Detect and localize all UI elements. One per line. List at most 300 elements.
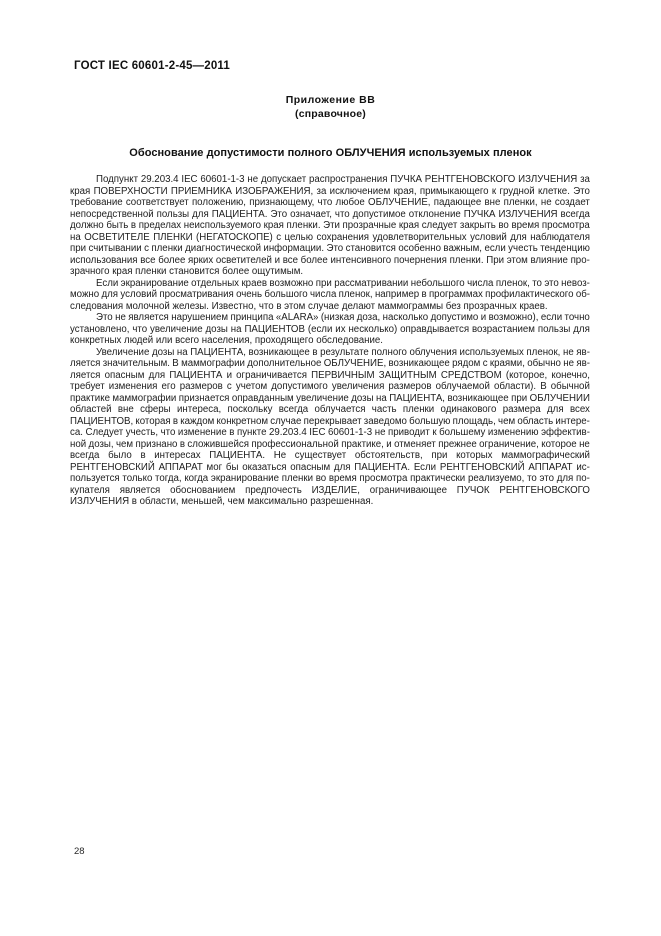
word: сложившейся xyxy=(187,438,249,450)
word: рассматривании xyxy=(334,277,409,289)
word: опасным xyxy=(104,369,145,381)
word: пленки. xyxy=(449,254,484,266)
word: то xyxy=(527,473,537,484)
word: перекрывает xyxy=(303,415,362,427)
word: ПАЦИЕНТОВ, xyxy=(70,415,134,427)
word: ограничивающее xyxy=(369,484,447,496)
word: любое xyxy=(335,197,365,208)
word: в xyxy=(312,346,318,358)
word: экранирование xyxy=(210,473,279,484)
word: (НЕГАТОСКОПЕ) xyxy=(196,231,273,243)
word: на xyxy=(230,323,242,335)
word: профилактического xyxy=(485,289,574,300)
word: Это xyxy=(96,312,113,323)
word: изменения xyxy=(108,381,158,392)
word: невоз- xyxy=(561,277,590,289)
word: если xyxy=(484,243,506,254)
word: наблюдателя xyxy=(530,231,590,243)
word: важным, xyxy=(443,243,482,254)
word: ПУЧКА xyxy=(390,174,422,185)
word: пленки. xyxy=(286,220,321,231)
word: поскольку xyxy=(227,404,273,415)
word: увеличение xyxy=(296,392,349,404)
word: в xyxy=(179,438,185,450)
word: ПЕРВИЧНЫМ xyxy=(311,369,375,381)
word: насколько xyxy=(382,312,429,323)
word: ПАЦИЕНТА. xyxy=(211,208,268,220)
word: не xyxy=(115,312,126,323)
word: за xyxy=(316,185,327,197)
word: целью xyxy=(284,231,313,243)
word: не xyxy=(562,346,574,358)
word: чем xyxy=(115,438,134,450)
word: то xyxy=(532,277,542,289)
word: 29.203.4 xyxy=(140,174,179,185)
text-line xyxy=(70,450,590,462)
word: дозы xyxy=(151,346,175,358)
word: размера xyxy=(502,404,541,415)
word: например xyxy=(374,289,420,300)
text-line xyxy=(70,462,590,474)
word: большую xyxy=(409,415,451,427)
word: часть xyxy=(371,404,397,415)
word: интенсивного xyxy=(330,254,392,266)
word: пункте xyxy=(236,427,267,438)
word: не xyxy=(579,438,590,450)
word: дополнительное xyxy=(247,358,322,369)
word: числа xyxy=(467,277,494,289)
word: опасным xyxy=(290,461,331,473)
word: распространения xyxy=(309,174,388,185)
word: пленок, xyxy=(526,346,561,358)
word: при xyxy=(315,277,332,289)
word: 60601-1-3 xyxy=(328,427,373,438)
word: не xyxy=(563,358,575,369)
word: просмотра xyxy=(359,473,408,484)
word: рядом xyxy=(452,358,481,369)
word: на xyxy=(70,231,81,243)
word: обычно xyxy=(527,358,561,369)
text-line xyxy=(70,232,590,244)
text-line xyxy=(70,243,590,255)
text-line xyxy=(70,324,590,336)
word: не xyxy=(540,197,552,208)
word: РЕНТГЕНОВСКОГО xyxy=(424,174,516,185)
word: возникающее xyxy=(248,346,310,358)
word: ПАЦИЕНТА. xyxy=(354,461,411,473)
word: вне xyxy=(484,197,501,208)
word: ПАЦИЕНТА, xyxy=(389,392,445,404)
word: падающее xyxy=(433,197,482,208)
text-line: конкретных людей или всего населения, проходящего обследование. xyxy=(70,335,383,346)
word: ИЗДЕЛИЕ, xyxy=(311,484,360,496)
word: значительным. xyxy=(102,358,170,369)
word: прежнее xyxy=(438,438,477,450)
word: если xyxy=(540,312,563,323)
word: дозы xyxy=(205,323,228,335)
word: пленки xyxy=(151,243,183,254)
word: ПУЧОК xyxy=(456,484,490,496)
word: возрастанием xyxy=(472,323,535,335)
word: использования xyxy=(70,254,138,266)
word: требование xyxy=(70,197,123,208)
word: с xyxy=(276,231,282,243)
word: эффектив- xyxy=(541,427,590,438)
word: облучения xyxy=(409,346,457,358)
word: несколько) xyxy=(348,323,398,335)
word: вне xyxy=(117,404,134,415)
word: конкретном xyxy=(216,415,269,427)
word: В xyxy=(172,358,179,369)
word: ной xyxy=(70,438,87,450)
word: экранирование xyxy=(120,277,189,289)
word: маммографии xyxy=(112,392,177,404)
word: и xyxy=(274,254,280,266)
word: практике, xyxy=(341,438,384,450)
word: не xyxy=(247,174,259,185)
word: числа xyxy=(310,289,337,300)
text-line xyxy=(70,358,590,370)
word: Подпункт xyxy=(96,174,139,185)
word: (если xyxy=(307,323,333,335)
text-line xyxy=(70,186,590,198)
word: которая xyxy=(135,415,171,427)
word: Это xyxy=(326,243,344,254)
word: тогда, xyxy=(155,473,182,484)
word: следует xyxy=(421,220,458,231)
word: (которое, xyxy=(505,369,548,381)
word: ОБЛУЧЕНИЕ, xyxy=(368,197,431,208)
word: к xyxy=(491,185,497,197)
word: это xyxy=(539,473,554,484)
word: с xyxy=(144,243,149,254)
word: при xyxy=(70,243,87,254)
word: АППАРАТ xyxy=(528,461,573,473)
word: считывании xyxy=(88,243,142,254)
word: IEC xyxy=(181,174,198,185)
word: в xyxy=(421,289,427,300)
word: исключением xyxy=(329,185,391,197)
word: всегда xyxy=(70,450,100,461)
word: непосредственной xyxy=(70,208,154,220)
word: должно xyxy=(70,220,104,231)
word: в xyxy=(130,220,137,231)
word: удовлетворительных xyxy=(372,231,467,243)
word: пользы xyxy=(537,323,571,335)
word: положению, xyxy=(191,197,246,208)
text-line xyxy=(70,174,590,186)
word: заведомо xyxy=(363,415,407,427)
word: полного xyxy=(371,346,407,358)
document-standard-header: ГОСТ IEC 60601-2-45—2011 xyxy=(74,60,230,72)
text-line xyxy=(70,209,590,221)
word: учесть xyxy=(508,243,538,254)
word: возможно), xyxy=(488,312,539,323)
word: соответствует xyxy=(125,197,189,208)
word: быть xyxy=(106,220,129,231)
word: допустимо xyxy=(430,312,479,323)
annex-subtitle: (справочное) xyxy=(295,108,366,120)
text-line xyxy=(70,381,590,393)
word: возможно xyxy=(269,277,314,289)
word: время xyxy=(511,220,540,231)
word: площадь, xyxy=(452,415,496,427)
word: РЕНТГЕНОВСКИЙ xyxy=(439,461,525,473)
word: более xyxy=(158,254,186,266)
word: которых xyxy=(456,450,493,461)
annex-block xyxy=(0,93,661,121)
word: пленки xyxy=(402,404,435,415)
word: просмотра xyxy=(541,220,590,231)
word: признается xyxy=(178,392,230,404)
word: са. xyxy=(70,427,83,438)
word: и xyxy=(386,438,392,450)
word: чем xyxy=(498,415,516,427)
word: одинакового xyxy=(440,404,497,415)
word: ПЛЕНКИ xyxy=(153,231,193,243)
word: пользуется xyxy=(70,473,120,484)
word: краев xyxy=(241,277,267,289)
text-line xyxy=(70,220,590,232)
paragraph xyxy=(70,312,590,347)
word: пределах xyxy=(138,220,182,231)
word: сферы xyxy=(140,404,171,415)
section-heading: Обоснование допустимости полного ОБЛУЧЕНИЯ используемых пленок xyxy=(129,147,532,159)
word: РЕНТГЕНОВСКОГО xyxy=(499,484,590,496)
word: Это xyxy=(270,208,288,220)
word: ИЗЛУЧЕНИЯ xyxy=(498,208,558,220)
word: становится xyxy=(345,243,396,254)
word: случае xyxy=(270,415,302,427)
word: реализуемо, xyxy=(467,473,525,484)
text-line xyxy=(70,370,590,382)
word: установлено, xyxy=(70,323,130,335)
word: учесть, xyxy=(125,427,159,438)
word: на xyxy=(376,392,387,404)
word: об- xyxy=(575,289,590,300)
word: яв- xyxy=(576,346,590,358)
word: бы xyxy=(225,461,239,473)
word: примыкающего xyxy=(419,185,489,197)
word: что xyxy=(132,323,148,335)
word: тенденцию xyxy=(540,243,590,254)
word: программах xyxy=(428,289,483,300)
word: обоснованием xyxy=(170,484,236,496)
word: всегда xyxy=(278,404,309,415)
word: интереса, xyxy=(177,404,222,415)
word: ярких xyxy=(188,254,214,266)
word: на xyxy=(176,346,188,358)
word: ПАЦИЕНТА xyxy=(169,369,223,381)
word: 60601-1-3 xyxy=(200,174,245,185)
word: ПАЦИЕНТА, xyxy=(190,346,246,358)
word: с xyxy=(482,358,488,369)
word: ПРИЕМНИКА xyxy=(170,185,232,197)
text-line: ИЗЛУЧЕНИЯ в области, меньшей, чем максимально разрешенная. xyxy=(70,496,374,507)
word: в xyxy=(172,415,179,427)
word: условий xyxy=(120,289,158,300)
word: это xyxy=(544,277,559,289)
word: было xyxy=(108,450,132,461)
word: является xyxy=(119,484,161,496)
text-line xyxy=(70,197,590,209)
text-line xyxy=(70,312,590,324)
word: области). xyxy=(493,381,537,392)
word: интересах xyxy=(154,450,201,461)
word: за xyxy=(580,174,590,185)
document-body xyxy=(70,174,590,508)
word: дозы, xyxy=(88,438,114,450)
word: ИЗОБРАЖЕНИЯ, xyxy=(235,185,314,197)
text-line: зрачного края пленки становится более ощутимым. xyxy=(70,266,304,277)
word: и xyxy=(480,312,487,323)
word: ляется xyxy=(70,369,101,381)
page-number: 28 xyxy=(74,846,85,857)
annex-title: Приложение ВВ xyxy=(285,94,376,106)
word: размеров xyxy=(388,381,432,392)
text-line xyxy=(70,404,590,416)
word: информации. xyxy=(263,243,325,254)
word: профессиональной xyxy=(251,438,339,450)
word: небольшого xyxy=(410,277,465,289)
text-line xyxy=(70,416,590,428)
word: маммографический xyxy=(501,450,590,461)
word: для xyxy=(547,404,564,415)
word: практике xyxy=(70,392,110,404)
word: его xyxy=(161,381,176,392)
word: клетке. xyxy=(537,185,570,197)
word: Это xyxy=(573,185,590,197)
word: ограничивается xyxy=(236,369,307,381)
word: конечно, xyxy=(551,369,590,381)
word: пользы xyxy=(156,208,190,220)
word: для xyxy=(556,473,574,484)
word: при xyxy=(431,450,448,461)
word: маммографии xyxy=(181,358,245,369)
word: всегда xyxy=(560,208,590,220)
word: в xyxy=(140,450,146,461)
word: каждом xyxy=(180,415,215,427)
word: особенно xyxy=(398,243,441,254)
word: ПУЧКА xyxy=(463,208,496,220)
word: влияние xyxy=(530,254,568,266)
word: облучается xyxy=(314,404,366,415)
word: При xyxy=(486,254,504,266)
text-line xyxy=(70,278,590,290)
word: более xyxy=(300,254,328,266)
word: что xyxy=(334,208,350,220)
word: признающему, xyxy=(249,197,315,208)
word: краями, xyxy=(489,358,525,369)
word: грудной xyxy=(499,185,535,197)
word: СРЕДСТВОМ xyxy=(440,369,502,381)
word: пленки xyxy=(281,473,313,484)
word: ПАЦИЕНТА. xyxy=(209,450,266,461)
word: признано xyxy=(135,438,178,450)
word: существует xyxy=(294,450,347,461)
word: область xyxy=(517,415,554,427)
text-line xyxy=(70,485,590,497)
word: которое xyxy=(541,438,577,450)
word: увеличение xyxy=(150,323,203,335)
word: возникающее xyxy=(388,358,450,369)
word: края xyxy=(263,220,284,231)
word: ОСВЕТИТЕЛЕ xyxy=(84,231,150,243)
word: используемых xyxy=(459,346,524,358)
word: отклонение xyxy=(408,208,461,220)
paragraph xyxy=(70,174,590,278)
word: результате xyxy=(320,346,369,358)
word: для xyxy=(101,289,119,300)
word: ПАЦИЕНТОВ xyxy=(244,323,305,335)
word: РЕНТГЕНОВСКИЙ xyxy=(70,461,155,473)
word: доза, xyxy=(356,312,381,323)
word: мог xyxy=(206,461,223,473)
word: Если xyxy=(413,461,437,473)
word: интере- xyxy=(555,415,590,427)
word: все xyxy=(282,254,298,266)
word: в xyxy=(229,427,235,438)
word: пленок, xyxy=(338,289,373,300)
word: «ALARA» xyxy=(275,312,319,323)
word: когда xyxy=(184,473,209,484)
word: что xyxy=(160,427,176,438)
word: требует xyxy=(70,381,105,392)
word: оказаться xyxy=(242,461,287,473)
text-line xyxy=(70,473,590,485)
word: создает xyxy=(554,197,590,208)
word: края xyxy=(398,220,420,231)
word: осветителей xyxy=(215,254,272,266)
word: принципа xyxy=(230,312,274,323)
word: Если xyxy=(96,277,119,289)
word: 29.203.4 xyxy=(269,427,307,438)
word: Увеличение xyxy=(96,346,150,358)
word: дозы xyxy=(351,392,374,404)
text-line xyxy=(70,347,590,359)
word: размеров xyxy=(179,381,223,392)
word: отдельных xyxy=(191,277,240,289)
word: означает, xyxy=(290,208,332,220)
word: (низкая xyxy=(320,312,355,323)
word: во xyxy=(315,473,327,484)
word: сохранения xyxy=(316,231,370,243)
word: ИЗЛУЧЕНИЯ xyxy=(518,174,578,185)
text-line: следования молочной железы. Известно, что в этом случае делают маммограммы без прозрачных краев. xyxy=(70,300,548,312)
word: что xyxy=(317,197,333,208)
word: ОБЛУЧЕНИЕ, xyxy=(323,358,387,369)
word: края, xyxy=(393,185,417,197)
word: изменение xyxy=(177,427,227,438)
word: нарушением xyxy=(171,312,229,323)
word: Эти xyxy=(323,220,340,231)
word: обычной xyxy=(550,381,590,392)
word: этом xyxy=(506,254,528,266)
word: Следует xyxy=(85,427,124,438)
word: IEC xyxy=(309,427,326,438)
word: только xyxy=(122,473,153,484)
word: допускает xyxy=(260,174,307,185)
word: увеличения xyxy=(331,381,385,392)
word: ОБЛУЧЕНИИ xyxy=(529,392,590,404)
word: возникающее xyxy=(447,392,509,404)
word: про- xyxy=(570,254,590,266)
word: всех xyxy=(569,404,590,415)
word: практически xyxy=(410,473,466,484)
word: края xyxy=(70,185,91,197)
word: допустимого xyxy=(271,381,328,392)
word: по- xyxy=(575,473,590,484)
